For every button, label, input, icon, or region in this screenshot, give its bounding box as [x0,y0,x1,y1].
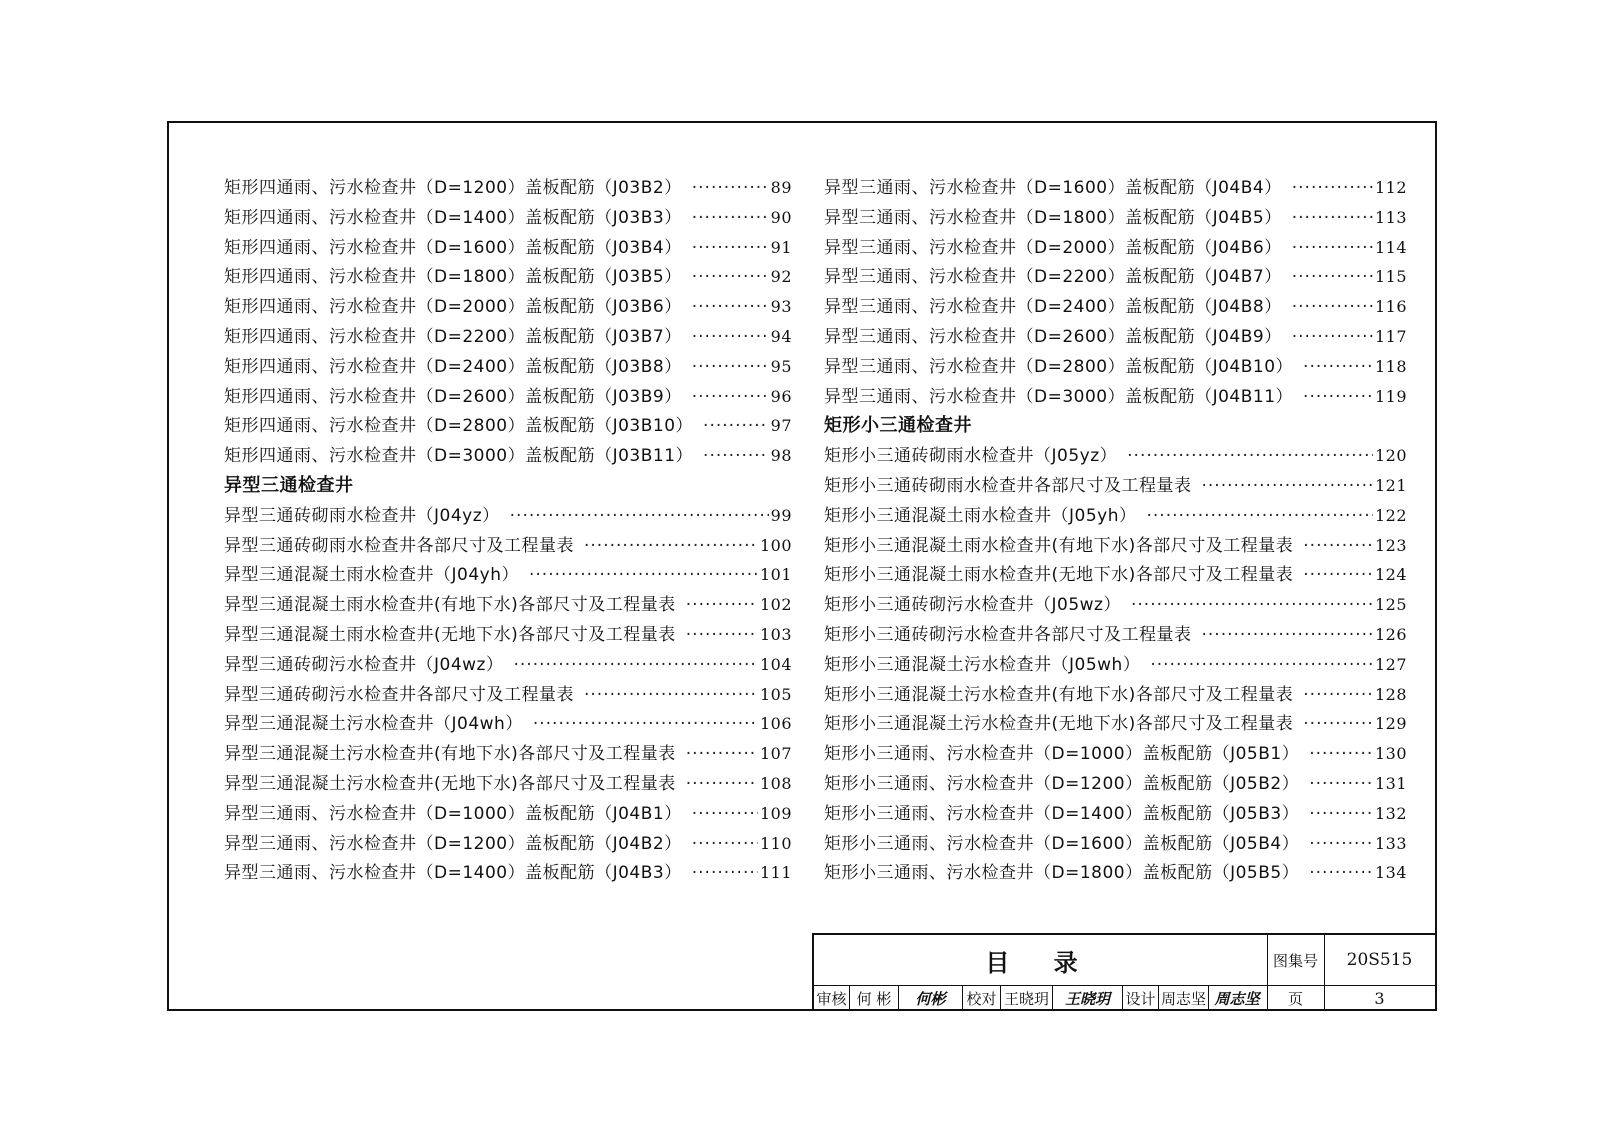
toc-entry[interactable] [224,650,792,680]
toc-entry-page: 111 [759,863,792,883]
toc-entry-title: 矩形四通雨、污水检查井（D=2800）盖板配筋（J03B10） [224,416,694,437]
dot-leader [1146,502,1372,532]
dot-leader [1292,234,1373,264]
dot-leader [692,234,769,264]
designer-name: 周志坚 [1159,985,1209,1011]
toc-entry[interactable] [224,680,792,710]
toc-entry-title: 异型三通砖砌雨水检查井各部尺寸及工程量表 [224,535,574,556]
dot-leader [686,591,758,621]
toc-entry-title: 矩形四通雨、污水检查井（D=2600）盖板配筋（J03B9） [224,386,682,407]
toc-entry-page: 116 [1374,297,1407,317]
toc-entry-page: 89 [770,178,792,197]
toc-entry-title: 异型三通混凝土污水检查井(有地下水)各部尺寸及工程量表 [224,744,676,765]
dot-leader [1309,800,1373,830]
toc-entry-title: 矩形小三通雨、污水检查井（D=1000）盖板配筋（J05B1） [824,744,1300,765]
dot-leader [692,204,769,234]
dot-leader [692,323,769,353]
toc-entry-page: 112 [1374,178,1407,197]
toc-entry-title: 异型三通雨、污水检查井（D=1800）盖板配筋（J04B5） [824,207,1282,228]
toc-entry[interactable] [224,352,792,382]
toc-entry[interactable] [824,560,1407,590]
toc-entry[interactable] [824,322,1407,352]
toc-entry-page: 99 [770,505,792,525]
toc-entry[interactable] [824,441,1407,471]
toc-entry[interactable] [824,471,1407,501]
dot-leader [1303,561,1373,591]
dot-leader [686,770,758,800]
toc-entry-title: 矩形小三通混凝土雨水检查井(有地下水)各部尺寸及工程量表 [824,535,1294,556]
toc-entry[interactable] [824,858,1407,888]
dot-leader [1303,681,1373,711]
toc-entry-title: 异型三通雨、污水检查井（D=1600）盖板配筋（J04B4） [824,178,1282,198]
toc-entry-page: 102 [759,595,792,615]
toc-entry-title: 异型三通混凝土雨水检查井（J04yh） [224,565,519,586]
toc-entry-page: 110 [759,833,792,853]
dot-leader [1292,323,1373,353]
toc-entry[interactable] [224,262,792,292]
toc-entry[interactable] [224,739,792,769]
toc-entry-title: 异型三通混凝土污水检查井（J04wh） [224,714,523,735]
dot-leader [692,383,769,413]
toc-entry[interactable] [224,590,792,620]
toc-entry-page: 125 [1374,595,1407,615]
title-block [812,933,1435,1011]
toc-entry[interactable] [224,560,792,590]
document-title: 目 录 [814,935,1268,986]
toc-entry[interactable] [824,799,1407,829]
toc-entry-page: 122 [1374,505,1407,525]
toc-entry-title: 矩形四通雨、污水检查井（D=2000）盖板配筋（J03B6） [224,297,682,318]
dot-leader [692,293,769,323]
toc-entry-title: 矩形小三通砖砌污水检查井各部尺寸及工程量表 [824,624,1192,645]
toc-entry[interactable] [224,709,792,739]
toc-entry-page: 92 [770,267,792,287]
toc-entry-title: 矩形四通雨、污水检查井（D=3000）盖板配筋（J03B11） [224,446,694,467]
toc-right-column [824,173,1407,888]
toc-entry[interactable] [824,173,1407,203]
toc-entry-page: 114 [1374,237,1407,257]
toc-entry-page: 132 [1374,803,1407,823]
dot-leader [692,800,758,830]
dot-leader [703,412,769,442]
toc-entry-page: 95 [770,356,792,376]
toc-entry-title: 矩形四通雨、污水检查井（D=2200）盖板配筋（J03B7） [224,326,682,347]
toc-entry[interactable] [224,292,792,322]
toc-entry-title: 异型三通雨、污水检查井（D=1200）盖板配筋（J04B2） [224,833,682,854]
drawing-frame [167,121,1437,1011]
toc-entry-page: 127 [1374,654,1407,674]
toc-entry[interactable] [224,173,792,203]
toc-entry[interactable] [224,531,792,561]
dot-leader [692,174,769,204]
toc-entry-page: 90 [770,207,792,227]
toc-entry-page: 118 [1374,356,1407,376]
dot-leader [510,502,769,532]
page-label: 页 [1267,985,1325,1011]
dot-leader [692,859,758,889]
toc-entry-title: 矩形小三通混凝土雨水检查井（J05yh） [824,505,1137,526]
toc-entry[interactable] [224,441,792,471]
signature-row [814,985,1268,1011]
dot-leader [1309,740,1373,770]
toc-entry-title: 异型三通雨、污水检查井（D=1400）盖板配筋（J04B3） [224,863,682,884]
dot-leader [1303,353,1373,383]
toc-entry-page: 133 [1374,833,1407,853]
toc-entry-title: 矩形四通雨、污水检查井（D=1600）盖板配筋（J03B4） [224,237,682,258]
dot-leader [513,651,757,681]
toc-entry-page: 126 [1374,624,1407,644]
toc-entry[interactable] [824,620,1407,650]
reviewer-signature: 何彬 [899,985,963,1011]
designer-signature: 周志坚 [1214,989,1260,1008]
toc-entry-page: 121 [1374,475,1407,495]
check-label: 校对 [963,985,1001,1011]
dot-leader [692,263,769,293]
toc-entry-page: 104 [759,654,792,674]
dot-leader [584,532,758,562]
toc-entry-page: 130 [1374,744,1407,764]
toc-entry[interactable] [824,650,1407,680]
toc-entry-title: 矩形小三通砖砌雨水检查井各部尺寸及工程量表 [824,475,1192,496]
toc-entry-title: 异型三通雨、污水检查井（D=2000）盖板配筋（J04B6） [824,237,1282,258]
toc-entry-page: 117 [1374,326,1407,346]
reviewer-name: 何 彬 [850,985,899,1011]
toc-entry-page: 94 [770,326,792,346]
toc-entry-page: 120 [1374,446,1407,466]
toc-entry-title: 矩形四通雨、污水检查井（D=2400）盖板配筋（J03B8） [224,356,682,377]
dot-leader [1292,293,1373,323]
atlas-number-label: 图集号 [1267,935,1325,986]
toc-entry-title: 异型三通雨、污水检查井（D=2600）盖板配筋（J04B9） [824,326,1282,347]
toc-entry[interactable] [824,739,1407,769]
toc-entry[interactable] [224,501,792,531]
toc-entry-page: 93 [770,297,792,317]
toc-entry[interactable] [824,501,1407,531]
toc-entry[interactable] [824,352,1407,382]
dot-leader [1202,621,1373,651]
page-number: 3 [1374,988,1385,1008]
toc-entry-title: 矩形四通雨、污水检查井（D=1800）盖板配筋（J03B5） [224,267,682,288]
dot-leader [1303,710,1373,740]
dot-leader [1292,174,1373,204]
toc-entry-page: 128 [1374,684,1407,704]
dot-leader [533,710,758,740]
toc-entry[interactable] [824,680,1407,710]
toc-entry-title: 异型三通雨、污水检查井（D=2800）盖板配筋（J04B10） [824,356,1294,377]
dot-leader [1309,830,1373,860]
toc-entry-title: 异型三通雨、污水检查井（D=2400）盖板配筋（J04B8） [824,297,1282,318]
toc-entry-title: 矩形小三通砖砌污水检查井（J05wz） [824,595,1121,616]
toc-entry-page: 124 [1374,565,1407,585]
toc-entry[interactable] [224,322,792,352]
toc-entry-page: 106 [759,714,792,734]
toc-entry[interactable] [824,292,1407,322]
dot-leader [686,621,758,651]
toc-entry-title: 异型三通砖砌雨水检查井（J04yz） [224,505,500,526]
toc-entry-page: 91 [770,237,792,257]
dot-leader [1131,591,1373,621]
dot-leader [1127,442,1373,472]
dot-leader [686,740,758,770]
toc-entry-page: 100 [759,535,792,555]
toc-entry-page: 115 [1374,267,1407,287]
dot-leader [1309,770,1373,800]
dot-leader [1303,532,1373,562]
toc-entry-title: 矩形小三通雨、污水检查井（D=1600）盖板配筋（J05B4） [824,833,1300,854]
toc-entry-title: 矩形四通雨、污水检查井（D=1400）盖板配筋（J03B3） [224,207,682,228]
toc-entry-page: 101 [759,565,792,585]
dot-leader [1292,263,1373,293]
toc-entry-page: 129 [1374,714,1407,734]
toc-entry-title: 矩形小三通混凝土污水检查井(无地下水)各部尺寸及工程量表 [824,714,1294,735]
toc-entry[interactable] [224,829,792,859]
toc-entry-title: 异型三通砖砌污水检查井各部尺寸及工程量表 [224,684,574,705]
toc-entry-title: 矩形小三通雨、污水检查井（D=1800）盖板配筋（J05B5） [824,863,1300,884]
toc-entry-title: 矩形小三通雨、污水检查井（D=1200）盖板配筋（J05B2） [824,773,1300,794]
toc-entry[interactable] [224,799,792,829]
toc-entry-title: 矩形小三通砖砌雨水检查井（J05yz） [824,446,1118,467]
toc-entry[interactable] [824,709,1407,739]
dot-leader [703,442,769,472]
dot-leader [692,353,769,383]
toc-entry[interactable] [824,382,1407,412]
toc-entry[interactable] [824,769,1407,799]
toc-entry-title: 异型三通混凝土雨水检查井(有地下水)各部尺寸及工程量表 [224,595,676,616]
toc-left-column [224,173,792,888]
dot-leader [1309,859,1373,889]
toc-entry[interactable] [224,411,792,441]
toc-entry-page: 123 [1374,535,1407,555]
toc-entry-page: 97 [770,416,792,436]
toc-entry-title: 异型三通雨、污水检查井（D=1000）盖板配筋（J04B1） [224,803,682,824]
toc-entry-page: 119 [1374,386,1407,406]
toc-entry-title: 矩形小三通混凝土污水检查井(有地下水)各部尺寸及工程量表 [824,684,1294,705]
dot-leader [1202,472,1373,502]
toc-entry-title: 异型三通混凝土污水检查井(无地下水)各部尺寸及工程量表 [224,773,676,794]
dot-leader [529,561,758,591]
toc-entry-page: 105 [759,684,792,704]
dot-leader [1292,204,1373,234]
dot-leader [1150,651,1373,681]
toc-entry-title: 异型三通混凝土雨水检查井(无地下水)各部尺寸及工程量表 [224,624,676,645]
toc-entry-page: 108 [759,773,792,793]
toc-entry-page: 98 [770,446,792,466]
toc-entry-title: 异型三通砖砌污水检查井（J04wz） [224,654,504,675]
section-heading: 矩形小三通检查井 [824,415,972,437]
toc-entry[interactable] [824,262,1407,292]
toc-entry-page: 107 [759,744,792,764]
toc-entry-page: 96 [770,386,792,406]
toc-entry-page: 113 [1374,207,1407,227]
toc-entry-page: 109 [759,803,792,823]
toc-entry[interactable] [224,769,792,799]
toc-entry[interactable] [824,233,1407,263]
toc-entry[interactable] [224,233,792,263]
toc-entry-page: 103 [759,624,792,644]
toc-entry[interactable] [824,829,1407,859]
dot-leader [692,830,758,860]
atlas-number: 20S515 [1324,935,1435,986]
toc-entry[interactable] [224,382,792,412]
review-label: 审核 [814,985,850,1011]
toc-entry[interactable] [824,203,1407,233]
toc-entry[interactable] [224,620,792,650]
toc-entry-title: 矩形小三通混凝土污水检查井（J05wh） [824,654,1141,675]
toc-entry[interactable] [824,531,1407,561]
checker-signature: 王晓玥 [1053,985,1123,1011]
toc-entry-title: 异型三通雨、污水检查井（D=2200）盖板配筋（J04B7） [824,267,1282,288]
toc-entry[interactable] [824,590,1407,620]
toc-entry-title: 异型三通雨、污水检查井（D=3000）盖板配筋（J04B11） [824,386,1294,407]
toc-entry[interactable] [224,858,792,888]
toc-entry-title: 矩形四通雨、污水检查井（D=1200）盖板配筋（J03B2） [224,178,682,198]
toc-entry-title: 矩形小三通雨、污水检查井（D=1400）盖板配筋（J05B3） [824,803,1300,824]
dot-leader [1303,383,1373,413]
toc-entry[interactable] [224,203,792,233]
design-label: 设计 [1123,985,1159,1011]
dot-leader [584,681,758,711]
checker-name: 王晓玥 [1001,985,1053,1011]
toc-entry-title: 矩形小三通混凝土雨水检查井(无地下水)各部尺寸及工程量表 [824,565,1294,586]
section-heading: 异型三通检查井 [224,474,354,496]
toc-entry-page: 131 [1374,773,1407,793]
toc-entry-page: 134 [1374,863,1407,883]
